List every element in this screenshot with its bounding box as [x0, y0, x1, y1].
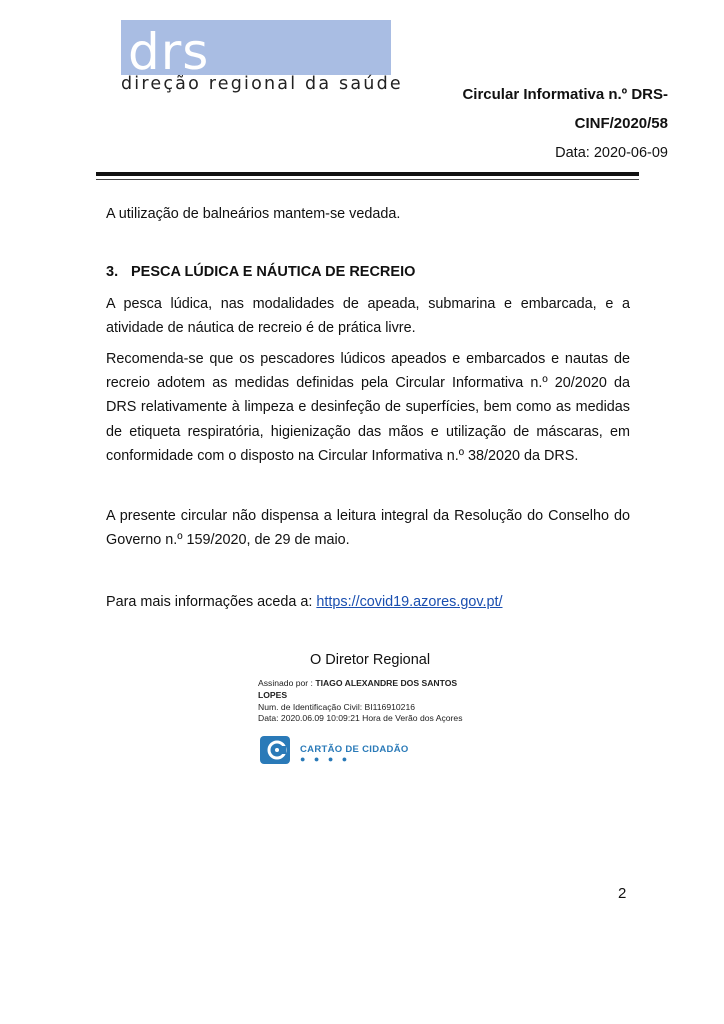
logo-letters: drs [128, 23, 210, 81]
signer-id: Num. de Identificação Civil: BI116910216 [258, 702, 416, 712]
section-title: PESCA LÚDICA E NÁUTICA DE RECREIO [131, 264, 416, 280]
circular-number-line2: CINF/2020/58 [574, 115, 668, 132]
paragraph-info [106, 590, 630, 614]
paragraph-presente: A presente circular não dispensa a leitura integral da Resolução do Conselho do Governo n.º 159/2020, de 29 de maio. [106, 508, 630, 549]
circular-date: Data: 2020-06-09 [555, 145, 668, 161]
signer-name: TIAGO ALEXANDRE DOS SANTOS [315, 678, 458, 688]
section-heading [106, 264, 415, 280]
header-divider-thin [96, 179, 639, 180]
signed-by-line [258, 678, 457, 689]
page-number: 2 [618, 885, 627, 902]
citizen-card-dots: ● ● ● ● [300, 754, 351, 764]
paragraph-pesca: A pesca lúdica, nas modalidades de apeada, submarina e embarcada, e a atividade de náutica de recreio é de prática livre. [106, 296, 630, 337]
info-prefix: Para mais informações aceda a: [106, 594, 317, 610]
section-number: 3. [106, 264, 119, 280]
signer-name-continued: LOPES [258, 690, 288, 700]
signature-date: Data: 2020.06.09 10:09:21 Hora de Verão dos Açores [258, 713, 463, 723]
logo-subtitle: direção regional da saúde [121, 74, 403, 94]
paragraph-balnearios: A utilização de balneários mantem-se vedada. [106, 206, 401, 222]
covid-info-link[interactable]: https://covid19.azores.gov.pt/ [316, 594, 503, 610]
header-divider [96, 172, 639, 176]
circular-number-line1: Circular Informativa n.º DRS- [462, 86, 668, 103]
director-title: O Diretor Regional [310, 652, 431, 668]
signed-by-label: Assinado por : [258, 678, 316, 688]
citizen-card-icon [260, 736, 290, 764]
paragraph-recomenda: Recomenda-se que os pescadores lúdicos apeados e embarcados e nautas de recreio adotem as medidas definidas pela Circular Informativa n.º 20/2020 da DRS relativamente à limpeza e desinfeção de superfícies, bem como as medidas de etiqueta respiratória, higienização das mãos e utilização de máscaras, em conformidade com o disposto na Circular Informativa n.º 38/2020 da DRS. [106, 351, 630, 464]
citizen-card-label: CARTÃO DE CIDADÃO [300, 744, 409, 755]
